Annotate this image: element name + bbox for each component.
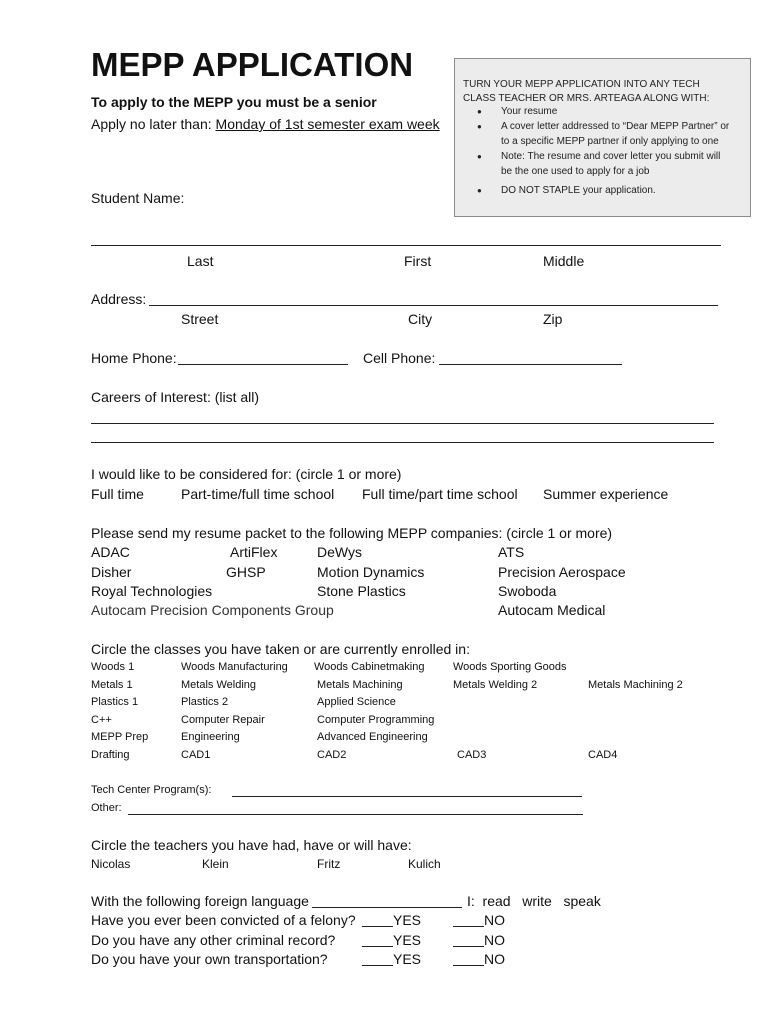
company-option[interactable]: Stone Plastics: [317, 583, 406, 599]
criminal-no-blank[interactable]: [453, 946, 484, 947]
class-option[interactable]: Plastics 1: [91, 696, 139, 708]
apply-prefix: Apply no later than:: [91, 116, 216, 132]
other-field[interactable]: [128, 814, 583, 815]
company-option[interactable]: Motion Dynamics: [317, 564, 425, 580]
language-label: With the following foreign language: [91, 893, 309, 909]
teacher-option[interactable]: Fritz: [317, 857, 341, 871]
other-label: Other:: [91, 802, 122, 814]
language-field[interactable]: [312, 907, 462, 908]
student-name-label: Student Name:: [91, 190, 185, 206]
felony-question: Have you ever been convicted of a felony?: [91, 912, 356, 928]
class-option[interactable]: CAD3: [457, 749, 487, 761]
apply-deadline-line: [91, 116, 440, 132]
bullet-icon: ●: [477, 152, 482, 161]
company-option[interactable]: Swoboda: [498, 583, 557, 599]
notice-heading: TURN YOUR MEPP APPLICATION INTO ANY TECH CLASS TEACHER OR MRS. ARTEAGA ALONG WITH:: [463, 79, 710, 104]
class-option[interactable]: C++: [91, 714, 112, 726]
class-option[interactable]: Metals Welding 2: [453, 679, 538, 691]
company-option[interactable]: Precision Aerospace: [498, 564, 626, 580]
teachers-label: Circle the teachers you have had, have or will have:: [91, 837, 412, 853]
class-option[interactable]: Computer Programming: [317, 714, 435, 726]
class-option[interactable]: Computer Repair: [181, 714, 265, 726]
company-option[interactable]: ADAC: [91, 544, 130, 560]
company-option[interactable]: ArtiFlex: [230, 544, 278, 560]
criminal-no-label: NO: [484, 932, 505, 948]
class-option[interactable]: Advanced Engineering: [317, 731, 428, 743]
transport-no-blank[interactable]: [453, 965, 484, 966]
option-part-time-full-time-school[interactable]: Part-time/full time school: [181, 486, 335, 502]
middle-name-caption: Middle: [543, 253, 585, 269]
class-option[interactable]: Drafting: [91, 749, 130, 761]
bullet-icon: ●: [477, 107, 482, 116]
city-caption: City: [408, 311, 433, 327]
class-option[interactable]: Metals Machining 2: [588, 679, 683, 691]
street-caption: Street: [181, 311, 219, 327]
careers-field-line-2[interactable]: [91, 442, 714, 443]
felony-yes-label: YES: [393, 912, 422, 928]
felony-yes-blank[interactable]: [362, 926, 393, 927]
teacher-option[interactable]: Kulich: [408, 857, 441, 871]
class-option[interactable]: Woods Manufacturing: [181, 661, 288, 673]
felony-no-label: NO: [484, 912, 505, 928]
careers-label: Careers of Interest: (list all): [91, 389, 260, 405]
option-full-time-part-time-school[interactable]: Full time/part time school: [362, 486, 518, 502]
company-option[interactable]: Autocam Precision Components Group: [91, 602, 334, 618]
bullet-icon: ●: [477, 186, 482, 195]
class-option[interactable]: Woods 1: [91, 661, 135, 673]
option-full-time[interactable]: Full time: [91, 486, 144, 502]
home-phone-label: Home Phone:: [91, 350, 177, 366]
option-summer-experience[interactable]: Summer experience: [543, 486, 669, 502]
companies-label: Please send my resume packet to the following MEPP companies: (circle 1 or more): [91, 525, 613, 541]
class-option[interactable]: Metals Machining: [317, 679, 403, 691]
submission-notice-box: TURN YOUR MEPP APPLICATION INTO ANY TECH CLASS TEACHER OR MRS. ARTEAGA ALONG WITH: ● Your resume ● A cover letter addressed to “Dear MEPP Partner” or to a specific MEPP partner if only applying to one ● Note: The resume and cover letter you submit will be the one used to apply for a job ● DO NOT STAPLE your application.: [454, 58, 751, 217]
company-option[interactable]: Disher: [91, 564, 132, 580]
class-option[interactable]: Plastics 2: [181, 696, 229, 708]
class-option[interactable]: CAD1: [181, 749, 211, 761]
class-option[interactable]: CAD4: [588, 749, 618, 761]
tech-center-field[interactable]: [232, 796, 582, 797]
language-skill-options[interactable]: I: read write speak: [467, 893, 601, 909]
cell-phone-field[interactable]: [439, 364, 622, 365]
felony-no-blank[interactable]: [453, 926, 484, 927]
teacher-option[interactable]: Nicolas: [91, 857, 131, 871]
class-option[interactable]: Engineering: [181, 731, 240, 743]
page-title: MEPP APPLICATION: [91, 46, 414, 83]
last-name-caption: Last: [187, 253, 214, 269]
company-option[interactable]: Royal Technologies: [91, 583, 213, 599]
classes-label: Circle the classes you have taken or are currently enrolled in:: [91, 641, 470, 657]
class-option[interactable]: CAD2: [317, 749, 347, 761]
bullet-icon: ●: [477, 122, 482, 131]
company-option[interactable]: GHSP: [226, 564, 266, 580]
consider-label: I would like to be considered for: (circle 1 or more): [91, 466, 402, 482]
class-option[interactable]: Woods Sporting Goods: [453, 661, 567, 673]
home-phone-field[interactable]: [178, 364, 348, 365]
criminal-yes-blank[interactable]: [362, 946, 393, 947]
apply-deadline: Monday of 1st semester exam week: [215, 116, 440, 132]
transportation-question: Do you have your own transportation?: [91, 951, 328, 967]
criminal-record-question: Do you have any other criminal record?: [91, 932, 336, 948]
class-option[interactable]: Metals 1: [91, 679, 133, 691]
address-field[interactable]: [149, 305, 718, 306]
senior-requirement: To apply to the MEPP you must be a senior: [91, 94, 377, 110]
company-option[interactable]: DeWys: [317, 544, 362, 560]
teacher-option[interactable]: Klein: [202, 857, 229, 871]
class-option[interactable]: Applied Science: [317, 696, 396, 708]
address-label: Address:: [91, 291, 147, 307]
transport-yes-blank[interactable]: [362, 965, 393, 966]
company-option[interactable]: ATS: [498, 544, 525, 560]
careers-field-line-1[interactable]: [91, 423, 714, 424]
tech-center-label: Tech Center Program(s):: [91, 784, 212, 796]
class-option[interactable]: Woods Cabinetmaking: [314, 661, 425, 673]
class-option[interactable]: Metals Welding: [181, 679, 256, 691]
zip-caption: Zip: [543, 311, 563, 327]
criminal-yes-label: YES: [393, 932, 422, 948]
transport-no-label: NO: [484, 951, 505, 967]
company-option[interactable]: Autocam Medical: [498, 602, 606, 618]
cell-phone-label: Cell Phone:: [363, 350, 436, 366]
class-option[interactable]: MEPP Prep: [91, 731, 149, 743]
student-name-field[interactable]: [91, 245, 721, 246]
first-name-caption: First: [404, 253, 432, 269]
transport-yes-label: YES: [393, 951, 422, 967]
